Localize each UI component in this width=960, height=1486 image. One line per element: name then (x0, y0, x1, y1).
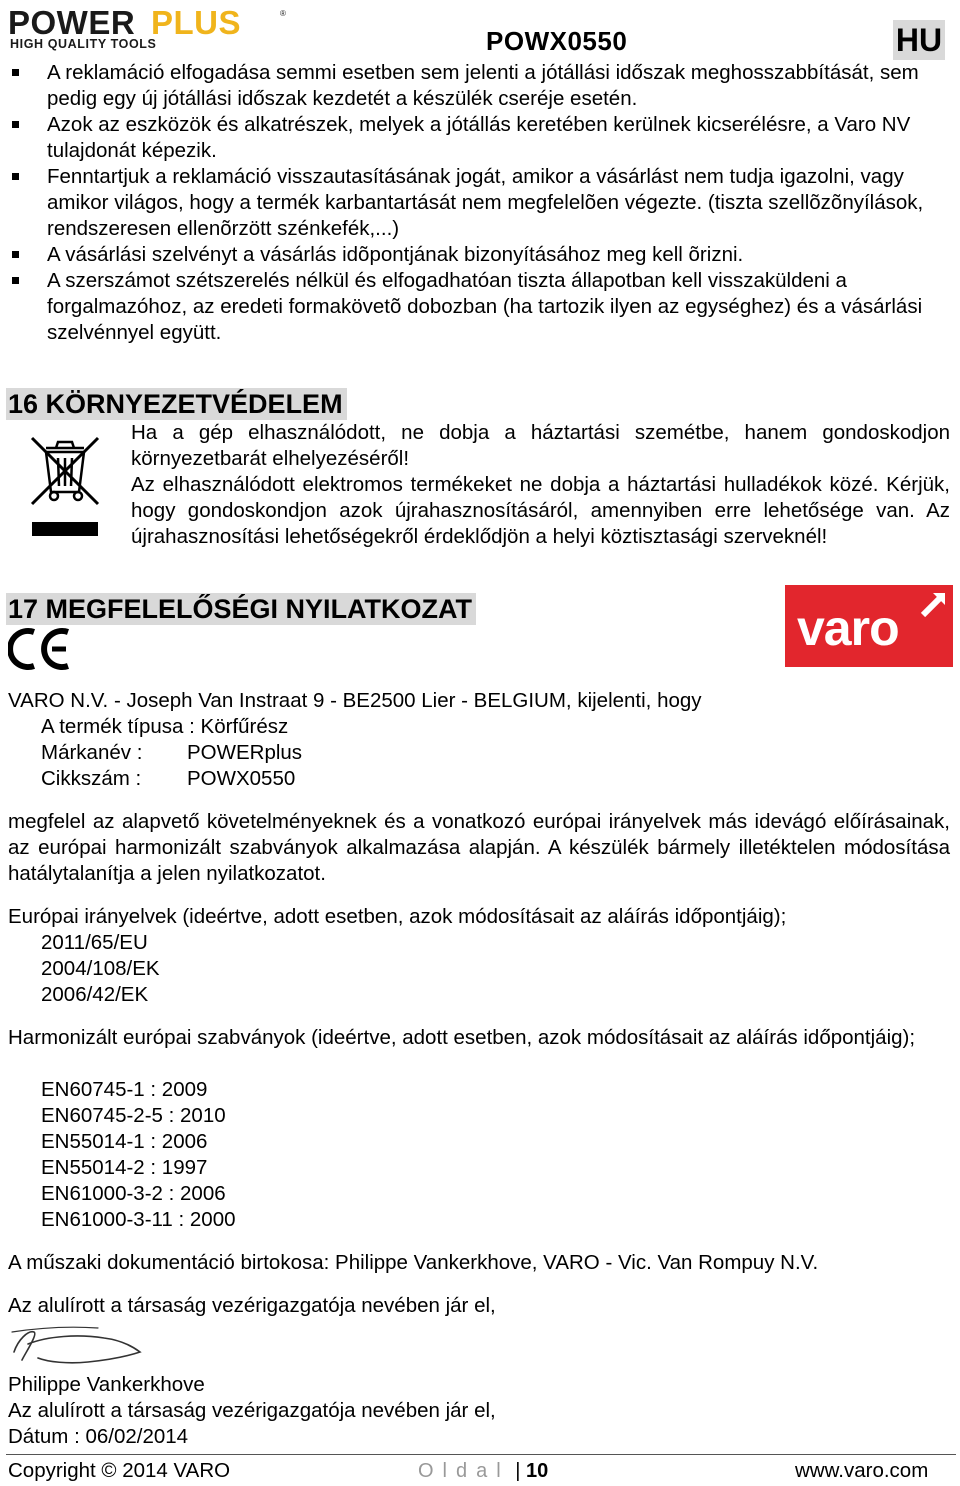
product-type: A termék típusa : Körfűrész (41, 715, 289, 738)
list-item: A szerszámot szétszerelés nélkül és elfogadhatóan tiszta állapotban kell visszaküldeni a forgalmazóhoz, az eredeti formakövetõ dobozban (ha tartozik ilyen az egységhez) és a vásárlási szelvénnyel együtt. (8, 268, 938, 346)
list-item: A vásárlási szelvényt a vásárlás idõpontjának bizonyításához meg kell õrizni. (8, 242, 938, 268)
on-behalf-line: Az alulírott a társaság vezérigazgatója nevében jár el, (8, 1294, 496, 1317)
bullet-square-icon (12, 69, 19, 76)
signer-name: Philippe Vankerkhove (8, 1373, 205, 1396)
model-number: POWX0550 (486, 26, 628, 56)
footer-page-indicator: Oldal | 10 (418, 1460, 549, 1482)
standard-item: EN61000-3-2 : 2006 (41, 1182, 226, 1205)
ce-mark-icon (8, 626, 72, 672)
environment-paragraph-2: Az elhasználódott elektromos termékeket ne dobja a háztartási hulladékok közé. Kérjük, hogy gondoskondjon azok újrahasznosításáról, amennyiben erre lehetősége van. Az újrahasznosítási lehetőségekről érdeklődjön a helyi köztisztasági szerveknél! (131, 473, 950, 548)
bullet-square-icon (12, 277, 19, 284)
varo-logo (785, 585, 953, 667)
environment-paragraph-1: Ha a gép elhasználódott, ne dobja a háztartási szemétbe, hanem gondoskodjon környezetbarát elhelyezéséről! (131, 421, 950, 470)
article-value: POWX0550 (187, 767, 296, 790)
environment-text (131, 420, 950, 550)
svg-text:varo: varo (797, 600, 899, 656)
page-number: 10 (526, 1460, 549, 1482)
footer-website: www.varo.com (795, 1459, 929, 1482)
list-item: Azok az eszközök és alkatrészek, melyek a jótállás keretében kerülnek kicserélésre, a Varo NV tulajdonát képezik. (8, 112, 938, 164)
svg-text:®: ® (280, 9, 286, 18)
section-heading-environment: 16 KÖRNYEZETVÉDELEM (6, 388, 347, 420)
standard-item: EN61000-3-11 : 2000 (41, 1208, 236, 1231)
footer-copyright: Copyright © 2014 VARO (8, 1459, 231, 1482)
on-behalf-line: Az alulírott a társaság vezérigazgatója nevében jár el, (8, 1399, 496, 1422)
directive-item: 2011/65/EU (41, 931, 148, 954)
language-badge: HU (893, 20, 945, 60)
svg-text:PLUS: PLUS (151, 4, 242, 41)
directives-intro: Európai irányelvek (ideértve, adott esetben, azok módosításait az aláírás időpontjáig); (8, 905, 787, 928)
article-label: Cikkszám : (41, 767, 142, 790)
bullet-square-icon (12, 251, 19, 258)
bullet-square-icon (12, 121, 19, 128)
standard-item: EN60745-1 : 2009 (41, 1078, 208, 1101)
svg-text:POWER: POWER (8, 4, 136, 41)
standards-intro: Harmonizált európai szabványok (ideértve, adott esetben, azok módosításait az aláírás időpontjáig); (8, 1026, 916, 1049)
svg-text:HIGH QUALITY TOOLS: HIGH QUALITY TOOLS (10, 37, 157, 51)
list-item: A reklamáció elfogadása semmi esetben sem jelenti a jótállási időszak meghosszabbítását, sem pedig egy új jótállási időszak kezdetét a készülék cseréje esetén. (8, 60, 938, 112)
directive-item: 2004/108/EK (41, 957, 160, 980)
page-label: Oldal (418, 1460, 510, 1482)
warranty-bullet-list (8, 60, 938, 346)
technical-file-holder: A műszaki dokumentáció birtokosa: Philippe Vankerkhove, VARO - Vic. Van Rompuy N.V. (8, 1251, 819, 1274)
standard-item: EN55014-2 : 1997 (41, 1156, 208, 1179)
bullet-square-icon (12, 173, 19, 180)
declaration-date: Dátum : 06/02/2014 (8, 1425, 189, 1448)
footer-divider (6, 1454, 956, 1455)
list-item: Fenntartjuk a reklamáció visszautasításának jogát, amikor a vásárlást nem tudja igazolni, vagy amikor világos, hogy a termék karbantartását nem megfelelõen végezte. (tiszta szellõzõnyílások, rendszeresen ellenõrzött szénkefék,...) (8, 164, 938, 242)
section-heading-declaration: 17 MEGFELELŐSÉGI NYILATKOZAT (6, 593, 476, 625)
standard-item: EN55014-1 : 2006 (41, 1130, 208, 1153)
brand-label: Márkanév : (41, 741, 143, 764)
weee-crossed-bin-icon (28, 430, 102, 540)
standard-item: EN60745-2-5 : 2010 (41, 1104, 226, 1127)
conformity-text: megfelel az alapvető követelményeknek és a vonatkozó európai irányelvek más idevágó előírásainak, az európai harmonizált szabványok alkalmazása alapján. A készülék bármely illetéktelen módosítása hatálytalanítja a jelen nyilatkozatot. (8, 810, 950, 885)
company-line: VARO N.V. - Joseph Van Instraat 9 - BE2500 Lier - BELGIUM, kijelenti, hogy (8, 689, 702, 712)
directive-item: 2006/42/EK (41, 983, 149, 1006)
powerplus-logo (8, 4, 293, 52)
handwritten-signature (8, 1322, 148, 1370)
brand-value: POWERplus (187, 741, 303, 764)
